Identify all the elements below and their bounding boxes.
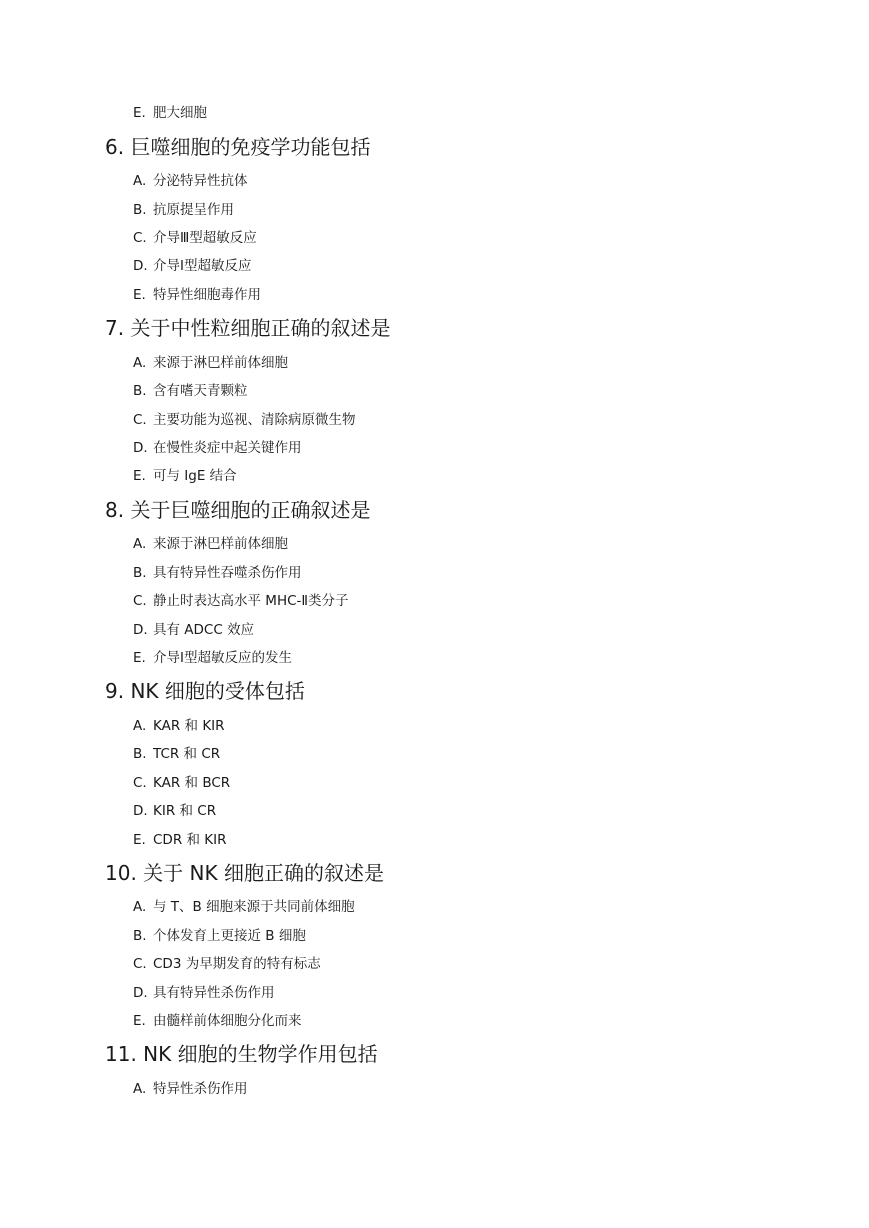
option-item <box>133 414 356 428</box>
option-letter: E. <box>133 650 146 666</box>
option-item <box>133 987 275 1001</box>
option-text: CD3 为早期发育的特有标志 <box>153 956 321 972</box>
option-letter: E. <box>133 287 146 303</box>
option-item <box>133 1015 302 1029</box>
option-item <box>133 805 216 819</box>
option-item <box>133 652 292 666</box>
option-text: 与 T、B 细胞来源于共同前体细胞 <box>153 899 355 915</box>
option-text: CDR 和 KIR <box>153 832 227 848</box>
option-item <box>133 260 251 274</box>
option-item <box>133 777 230 791</box>
option-text: KAR 和 BCR <box>153 775 231 791</box>
option-item <box>133 624 254 638</box>
option-letter: B. <box>133 202 147 218</box>
option-letter: D. <box>133 985 148 1001</box>
option-letter: E. <box>133 105 146 121</box>
option-letter: C. <box>133 230 147 246</box>
option-text: 特异性杀伤作用 <box>153 1081 248 1097</box>
option-item <box>133 442 302 456</box>
option-text: 介导Ⅰ型超敏反应 <box>153 258 252 274</box>
option-text: 抗原提呈作用 <box>153 202 234 218</box>
option-letter: A. <box>133 1081 147 1097</box>
option-item <box>133 385 248 399</box>
option-text: 在慢性炎症中起关键作用 <box>153 440 302 456</box>
option-text: TCR 和 CR <box>153 746 221 762</box>
option-item <box>133 175 248 189</box>
option-item <box>133 538 288 552</box>
option-item <box>133 748 220 762</box>
option-item <box>133 834 227 848</box>
option-letter: A. <box>133 718 147 734</box>
option-letter: A. <box>133 173 147 189</box>
option-letter: C. <box>133 775 147 791</box>
question-title: 8. 关于巨噬细胞的正确叙述是 <box>105 498 371 522</box>
option-text: KAR 和 KIR <box>153 718 225 734</box>
option-letter: E. <box>133 468 146 484</box>
option-letter: E. <box>133 832 146 848</box>
option-letter: A. <box>133 355 147 371</box>
option-text: 肥大细胞 <box>153 105 207 121</box>
option-item <box>133 107 207 121</box>
option-item <box>133 567 302 581</box>
option-letter: C. <box>133 956 147 972</box>
option-text: 介导Ⅰ型超敏反应的发生 <box>153 650 292 666</box>
option-letter: D. <box>133 803 148 819</box>
option-item <box>133 1083 248 1097</box>
option-item <box>133 958 321 972</box>
option-text: 特异性细胞毒作用 <box>153 287 261 303</box>
option-letter: A. <box>133 536 147 552</box>
option-letter: B. <box>133 746 147 762</box>
option-item <box>133 901 355 915</box>
question-title: 7. 关于中性粒细胞正确的叙述是 <box>105 316 391 340</box>
question-title: 10. 关于 NK 细胞正确的叙述是 <box>105 861 384 885</box>
option-item <box>133 232 257 246</box>
option-item <box>133 720 225 734</box>
option-text: 来源于淋巴样前体细胞 <box>153 536 288 552</box>
option-text: 由髓样前体细胞分化而来 <box>153 1013 302 1029</box>
option-letter: B. <box>133 565 147 581</box>
option-letter: A. <box>133 899 147 915</box>
option-letter: B. <box>133 928 147 944</box>
option-text: 个体发育上更接近 B 细胞 <box>153 928 306 944</box>
option-letter: C. <box>133 412 147 428</box>
question-title: 6. 巨噬细胞的免疫学功能包括 <box>105 135 371 159</box>
option-item <box>133 930 306 944</box>
option-letter: D. <box>133 622 148 638</box>
option-item <box>133 357 288 371</box>
option-letter: D. <box>133 440 148 456</box>
question-title: 9. NK 细胞的受体包括 <box>105 679 305 703</box>
option-item <box>133 289 261 303</box>
option-item <box>133 204 234 218</box>
option-text: KIR 和 CR <box>153 803 217 819</box>
option-text: 具有特异性吞噬杀伤作用 <box>153 565 302 581</box>
option-letter: C. <box>133 593 147 609</box>
option-letter: B. <box>133 383 147 399</box>
option-text: 静止时表达高水平 MHC-Ⅱ类分子 <box>153 593 349 609</box>
option-text: 可与 IgE 结合 <box>153 468 237 484</box>
option-text: 介导Ⅲ型超敏反应 <box>153 230 257 246</box>
option-text: 具有 ADCC 效应 <box>153 622 255 638</box>
option-item <box>133 595 349 609</box>
option-letter: E. <box>133 1013 146 1029</box>
option-text: 主要功能为巡视、清除病原微生物 <box>153 412 356 428</box>
option-text: 具有特异性杀伤作用 <box>153 985 275 1001</box>
question-title: 11. NK 细胞的生物学作用包括 <box>105 1042 378 1066</box>
option-text: 来源于淋巴样前体细胞 <box>153 355 288 371</box>
option-text: 含有嗜天青颗粒 <box>153 383 248 399</box>
option-letter: D. <box>133 258 148 274</box>
option-text: 分泌特异性抗体 <box>153 173 248 189</box>
option-item <box>133 470 237 484</box>
